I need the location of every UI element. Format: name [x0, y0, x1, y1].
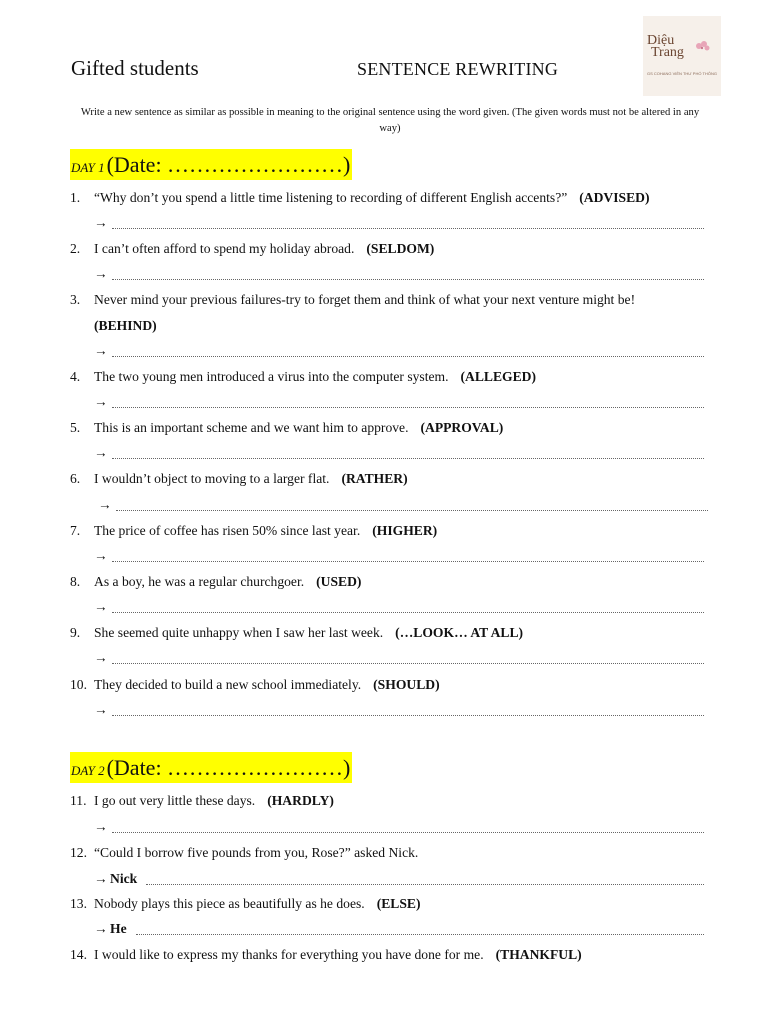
- question-item: 3. Never mind your previous failures-try to forget them and think of what your next venture might be!: [70, 292, 636, 307]
- keyword: (APPROVAL): [420, 420, 504, 435]
- answer-line[interactable]: [98, 497, 708, 515]
- arrow-icon: →: [94, 266, 108, 281]
- arrow-icon: →: [94, 599, 108, 614]
- flower-icon: [693, 38, 713, 54]
- question-item: 1. “Why don’t you spend a little time listening to recording of different English accents?” (ADVISED): [70, 190, 650, 205]
- question-item: 14. I would like to express my thanks for everything you have done for me. (THANKFUL): [70, 947, 582, 962]
- answer-line[interactable]: [94, 394, 704, 412]
- question-text: I can’t often afford to spend my holiday abroad.: [94, 241, 355, 256]
- day-label: DAY 2: [71, 762, 105, 778]
- question-item: 2. I can’t often afford to spend my holiday abroad. (SELDOM): [70, 241, 435, 256]
- question-item: 4. The two young men introduced a virus into the computer system. (ALLEGED): [70, 369, 537, 384]
- question-item: 6. I wouldn’t object to moving to a larger flat. (RATHER): [70, 471, 408, 486]
- keyword: (SHOULD): [373, 677, 440, 692]
- answer-line[interactable]: [94, 266, 704, 284]
- date-field: (Date: ……………………): [106, 754, 351, 780]
- question-item: 12. “Could I borrow five pounds from you, Rose?” asked Nick.: [70, 845, 419, 860]
- arrow-icon: →: [94, 921, 108, 936]
- arrow-icon: →: [94, 343, 108, 358]
- keyword: (USED): [316, 574, 362, 589]
- keyword: (ELSE): [376, 896, 421, 911]
- question-text: The price of coffee has risen 50% since last year.: [94, 523, 361, 538]
- brand-logo: [643, 16, 721, 96]
- question-item: 8. As a boy, he was a regular churchgoer. (USED): [70, 574, 362, 589]
- day-label: DAY 1: [71, 159, 105, 175]
- arrow-icon: →: [94, 650, 108, 665]
- logo-line2: Trang: [651, 45, 684, 60]
- keyword: (ALLEGED): [460, 369, 537, 384]
- answer-line[interactable]: [94, 650, 704, 668]
- arrow-icon: →: [94, 548, 108, 563]
- answer-line[interactable]: [94, 548, 704, 566]
- answer-start: He: [110, 921, 127, 936]
- keyword: (…LOOK… AT ALL): [395, 625, 524, 640]
- day-2-header: [70, 752, 352, 783]
- page-title: SENTENCE REWRITING: [357, 59, 559, 79]
- keyword: (BEHIND): [94, 318, 157, 333]
- keyword: (HIGHER): [372, 523, 438, 538]
- question-text: Nobody plays this piece as beautifully as he does.: [94, 896, 365, 911]
- header-left-label: Gifted students: [71, 56, 199, 80]
- answer-line[interactable]: [94, 343, 704, 361]
- keyword: (SELDOM): [366, 241, 435, 256]
- answer-line[interactable]: [94, 819, 704, 837]
- answer-start: Nick: [110, 871, 138, 886]
- answer-line[interactable]: [94, 871, 704, 889]
- question-text: She seemed quite unhappy when I saw her last week.: [94, 625, 384, 640]
- question-item: 10. They decided to build a new school immediately. (SHOULD): [70, 677, 440, 692]
- answer-line[interactable]: [94, 702, 704, 720]
- question-text: They decided to build a new school immediately.: [94, 677, 362, 692]
- arrow-icon: →: [94, 394, 108, 409]
- keyword: (THANKFUL): [495, 947, 582, 962]
- arrow-icon: →: [94, 215, 108, 230]
- question-item: 11. I go out very little these days. (HARDLY): [70, 793, 334, 808]
- question-text: I would like to express my thanks for everything you have done for me.: [94, 947, 484, 962]
- day-1-header: [70, 149, 352, 180]
- question-text: As a boy, he was a regular churchgoer.: [94, 574, 305, 589]
- question-text: Never mind your previous failures-try to forget them and think of what your next venture might be!: [94, 292, 636, 307]
- keyword: (RATHER): [341, 471, 408, 486]
- answer-line[interactable]: [94, 215, 704, 233]
- question-text: I wouldn’t object to moving to a larger flat.: [94, 471, 330, 486]
- date-field: (Date: ……………………): [106, 151, 351, 177]
- logo-tagline: GS COHANG VIÊN THƯ PHỔ THÔNG: [647, 71, 717, 76]
- question-text: The two young men introduced a virus into the computer system.: [94, 369, 449, 384]
- question-item: 13. Nobody plays this piece as beautifully as he does. (ELSE): [70, 896, 421, 911]
- question-text: “Could I borrow five pounds from you, Rose?” asked Nick.: [94, 845, 419, 860]
- arrow-icon: →: [94, 445, 108, 460]
- answer-line[interactable]: [94, 921, 704, 939]
- arrow-icon: →: [94, 871, 108, 886]
- question-text: “Why don’t you spend a little time listening to recording of different English accents?”: [94, 190, 568, 205]
- question-item: 7. The price of coffee has risen 50% since last year. (HIGHER): [70, 523, 438, 538]
- arrow-icon: →: [94, 702, 108, 717]
- instructions: Write a new sentence as similar as possible in meaning to the original sentence using the word given. (The given words must not be altered in any way): [80, 107, 700, 134]
- keyword: (HARDLY): [267, 793, 334, 808]
- keyword: (ADVISED): [579, 190, 650, 205]
- answer-line[interactable]: [94, 599, 704, 617]
- answer-line[interactable]: [94, 445, 704, 463]
- logo-line1: Diệu: [647, 33, 675, 48]
- arrow-icon: →: [98, 497, 112, 512]
- question-item: 5. This is an important scheme and we want him to approve. (APPROVAL): [70, 420, 504, 435]
- question-text: I go out very little these days.: [94, 793, 256, 808]
- arrow-icon: →: [94, 819, 108, 834]
- question-text: This is an important scheme and we want him to approve.: [94, 420, 409, 435]
- question-item: 9. She seemed quite unhappy when I saw her last week. (…LOOK… AT ALL): [70, 625, 524, 640]
